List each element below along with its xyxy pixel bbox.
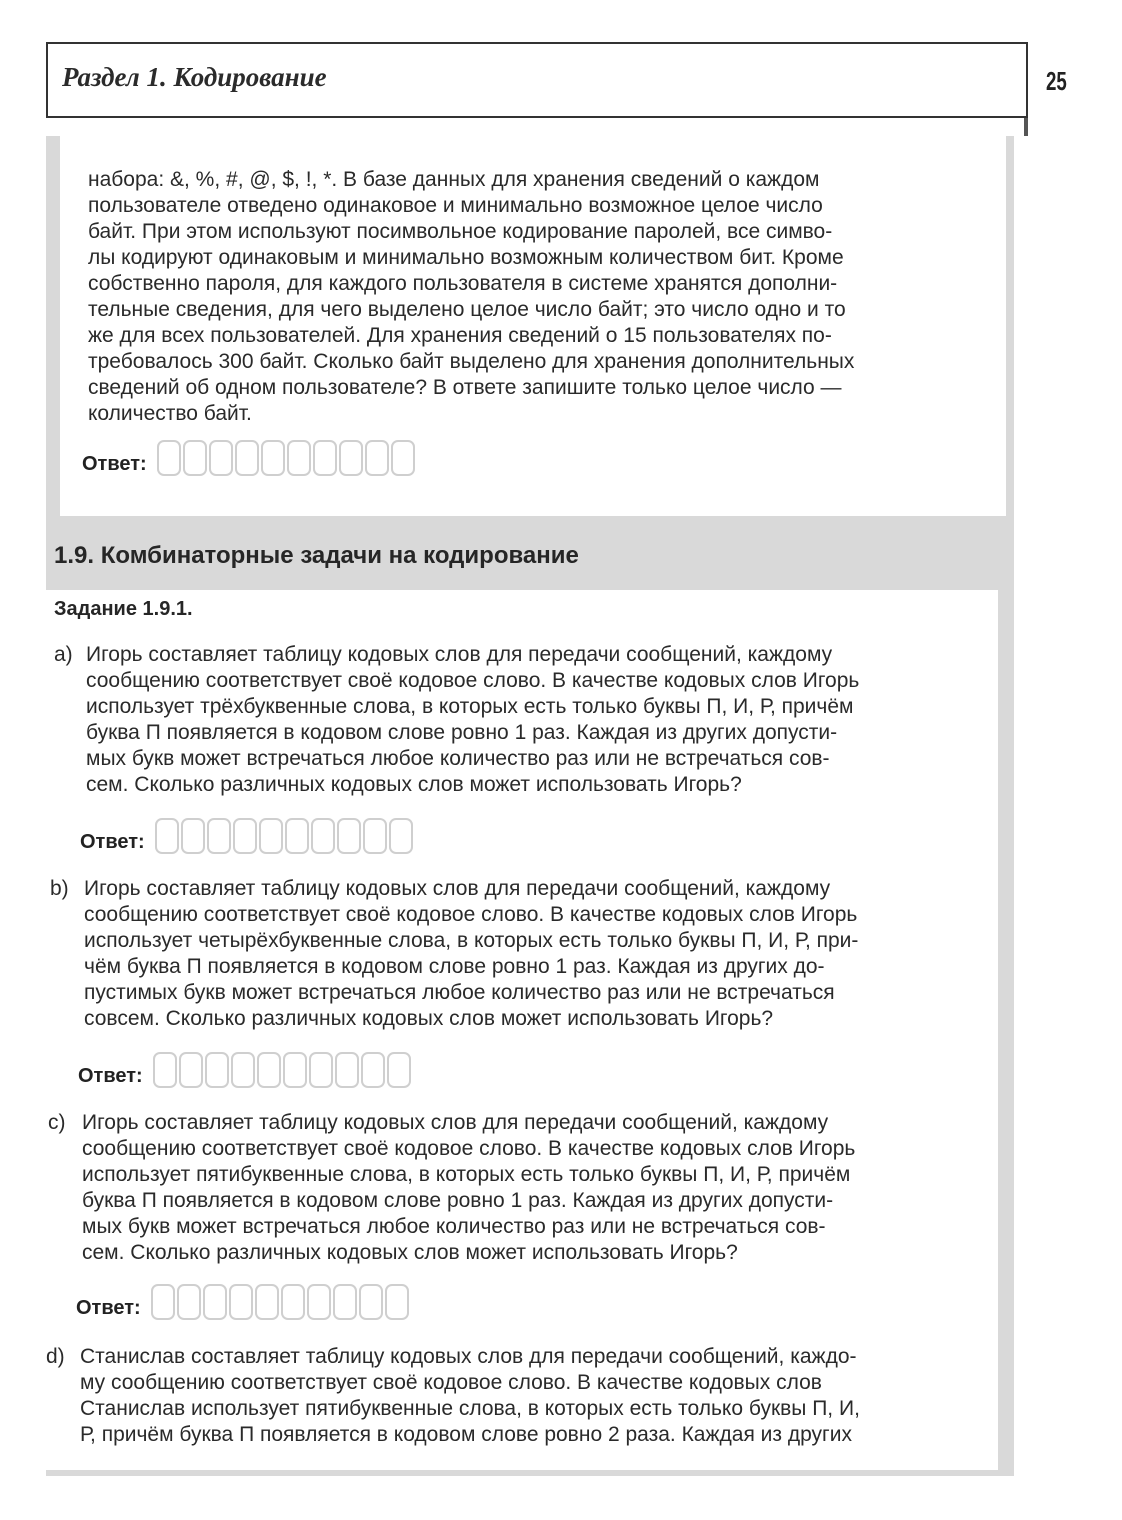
answer-cell[interactable] [203, 1284, 227, 1320]
answer-cell[interactable] [307, 1284, 331, 1320]
answer-cell[interactable] [365, 440, 389, 476]
answer-cell[interactable] [333, 1284, 357, 1320]
item-letter-d: d) [46, 1345, 65, 1368]
answer-boxes[interactable] [155, 818, 415, 854]
task-title: Задание 1.9.1. [54, 598, 193, 620]
answer-cell[interactable] [229, 1284, 253, 1320]
answer-cell[interactable] [261, 440, 285, 476]
answer-cell[interactable] [207, 818, 231, 854]
item-letter-c: c) [48, 1111, 66, 1134]
item-b-text [84, 876, 990, 1032]
text-line: использует трёхбуквенные слова, в которых есть только буквы П, И, Р, причём [86, 695, 854, 718]
answer-cell[interactable] [255, 1284, 279, 1320]
text-line: требовалось 300 байт. Сколько байт выделено для хранения дополнительных [88, 350, 855, 373]
text-line: Игорь составляет таблицу кодовых слов для передачи сообщений, каждому [82, 1111, 829, 1134]
header-rule [1024, 118, 1028, 136]
answer-cell[interactable] [281, 1284, 305, 1320]
intro-answer [82, 440, 417, 476]
text-line: мых букв может встречаться любое количество раз или не встречаться сов- [86, 747, 830, 770]
answer-cell[interactable] [359, 1284, 383, 1320]
item-letter-b: b) [50, 877, 69, 900]
text-line: сообщению соответствует своё кодовое слово. В качестве кодовых слов Игорь [86, 669, 860, 692]
text-line: совсем. Сколько различных кодовых слов может использовать Игорь? [84, 1007, 774, 1030]
text-line: Игорь составляет таблицу кодовых слов для передачи сообщений, каждому [86, 643, 833, 666]
answer-cell[interactable] [233, 818, 257, 854]
item-d-text [80, 1344, 984, 1448]
text-line: тельные сведения, для чего выделено целое число байт; это число одно и то [88, 298, 846, 321]
answer-cell[interactable] [337, 818, 361, 854]
text-line: байт. При этом используют посимвольное кодирование паролей, все симво- [88, 220, 833, 243]
answer-label: Ответ: [82, 453, 147, 475]
answer-label: Ответ: [80, 831, 145, 853]
text-line: чём буква П появляется в кодовом слове ровно 1 раз. Каждая из других до- [84, 955, 825, 978]
text-line: сем. Сколько различных кодовых слов может использовать Игорь? [82, 1241, 738, 1264]
item-c-text [82, 1110, 988, 1266]
section-header-title: Раздел 1. Кодирование [62, 62, 327, 92]
answer-cell[interactable] [257, 1052, 281, 1088]
text-line: пустимых букв может встречаться любое количество раз или не встречаться [84, 981, 835, 1004]
answer-cell[interactable] [235, 440, 259, 476]
answer-cell[interactable] [335, 1052, 359, 1088]
answer-cell[interactable] [389, 818, 413, 854]
answer-cell[interactable] [361, 1052, 385, 1088]
answer-cell[interactable] [391, 440, 415, 476]
answer-cell[interactable] [153, 1052, 177, 1088]
intro-paragraph [88, 167, 994, 427]
answer-cell[interactable] [283, 1052, 307, 1088]
text-line: Игорь составляет таблицу кодовых слов для передачи сообщений, каждому [84, 877, 831, 900]
answer-label: Ответ: [78, 1065, 143, 1087]
item-c-answer [76, 1284, 411, 1320]
answer-boxes[interactable] [151, 1284, 411, 1320]
answer-cell[interactable] [285, 818, 309, 854]
text-line: же для всех пользователей. Для хранения сведений о 15 пользователях по- [88, 324, 832, 347]
answer-label: Ответ: [76, 1297, 141, 1319]
item-a-answer [80, 818, 415, 854]
text-line: Станислав использует пятибуквенные слова, в которых есть только буквы П, И, [80, 1397, 860, 1420]
answer-cell[interactable] [205, 1052, 229, 1088]
text-line: использует четырёхбуквенные слова, в которых есть только буквы П, И, Р, при- [84, 929, 859, 952]
text-line: пользователе отведено одинаковое и минимально возможное целое число [88, 194, 823, 217]
answer-cell[interactable] [157, 440, 181, 476]
answer-cell[interactable] [311, 818, 335, 854]
answer-cell[interactable] [181, 818, 205, 854]
text-line: сообщению соответствует своё кодовое слово. В качестве кодовых слов Игорь [84, 903, 858, 926]
answer-cell[interactable] [259, 818, 283, 854]
answer-cell[interactable] [363, 818, 387, 854]
item-b-answer [78, 1052, 413, 1088]
text-line: сообщению соответствует своё кодовое слово. В качестве кодовых слов Игорь [82, 1137, 856, 1160]
text-line: лы кодируют одинаковым и минимально возможным количеством бит. Кроме [88, 246, 844, 269]
answer-cell[interactable] [287, 440, 311, 476]
item-a-text [86, 642, 992, 798]
answer-cell[interactable] [231, 1052, 255, 1088]
answer-cell[interactable] [309, 1052, 333, 1088]
answer-cell[interactable] [385, 1284, 409, 1320]
answer-boxes[interactable] [153, 1052, 413, 1088]
answer-cell[interactable] [177, 1284, 201, 1320]
section-header [46, 42, 1028, 118]
text-line: Станислав составляет таблицу кодовых слов для передачи сообщений, каждо- [80, 1345, 857, 1368]
answer-cell[interactable] [155, 818, 179, 854]
section-title: 1.9. Комбинаторные задачи на кодирование [54, 542, 579, 569]
answer-cell[interactable] [313, 440, 337, 476]
text-line: набора: &, %, #, @, $, !, *. В базе данных для хранения сведений о каждом [88, 168, 820, 191]
answer-cell[interactable] [209, 440, 233, 476]
text-line: Р, причём буква П появляется в кодовом слове ровно 2 раза. Каждая из других [80, 1423, 852, 1446]
text-line: му сообщению соответствует своё кодовое слово. В качестве кодовых слов [80, 1371, 822, 1394]
text-line: буква П появляется в кодовом слове ровно 1 раз. Каждая из других допусти- [86, 721, 838, 744]
text-line: использует пятибуквенные слова, в которых есть только буквы П, И, Р, причём [82, 1163, 851, 1186]
text-line: мых букв может встречаться любое количество раз или не встречаться сов- [82, 1215, 826, 1238]
answer-cell[interactable] [387, 1052, 411, 1088]
answer-cell[interactable] [339, 440, 363, 476]
text-line: собственно пароля, для каждого пользователя в системе хранятся дополни- [88, 272, 838, 295]
text-line: количество байт. [88, 402, 252, 425]
answer-cell[interactable] [179, 1052, 203, 1088]
answer-cell[interactable] [183, 440, 207, 476]
answer-boxes[interactable] [157, 440, 417, 476]
text-line: буква П появляется в кодовом слове ровно 1 раз. Каждая из других допусти- [82, 1189, 834, 1212]
page-number: 25 [1046, 66, 1067, 96]
text-line: сем. Сколько различных кодовых слов может использовать Игорь? [86, 773, 742, 796]
item-letter-a: a) [54, 643, 73, 666]
answer-cell[interactable] [151, 1284, 175, 1320]
text-line: сведений об одном пользователе? В ответе запишите только целое число — [88, 376, 842, 399]
